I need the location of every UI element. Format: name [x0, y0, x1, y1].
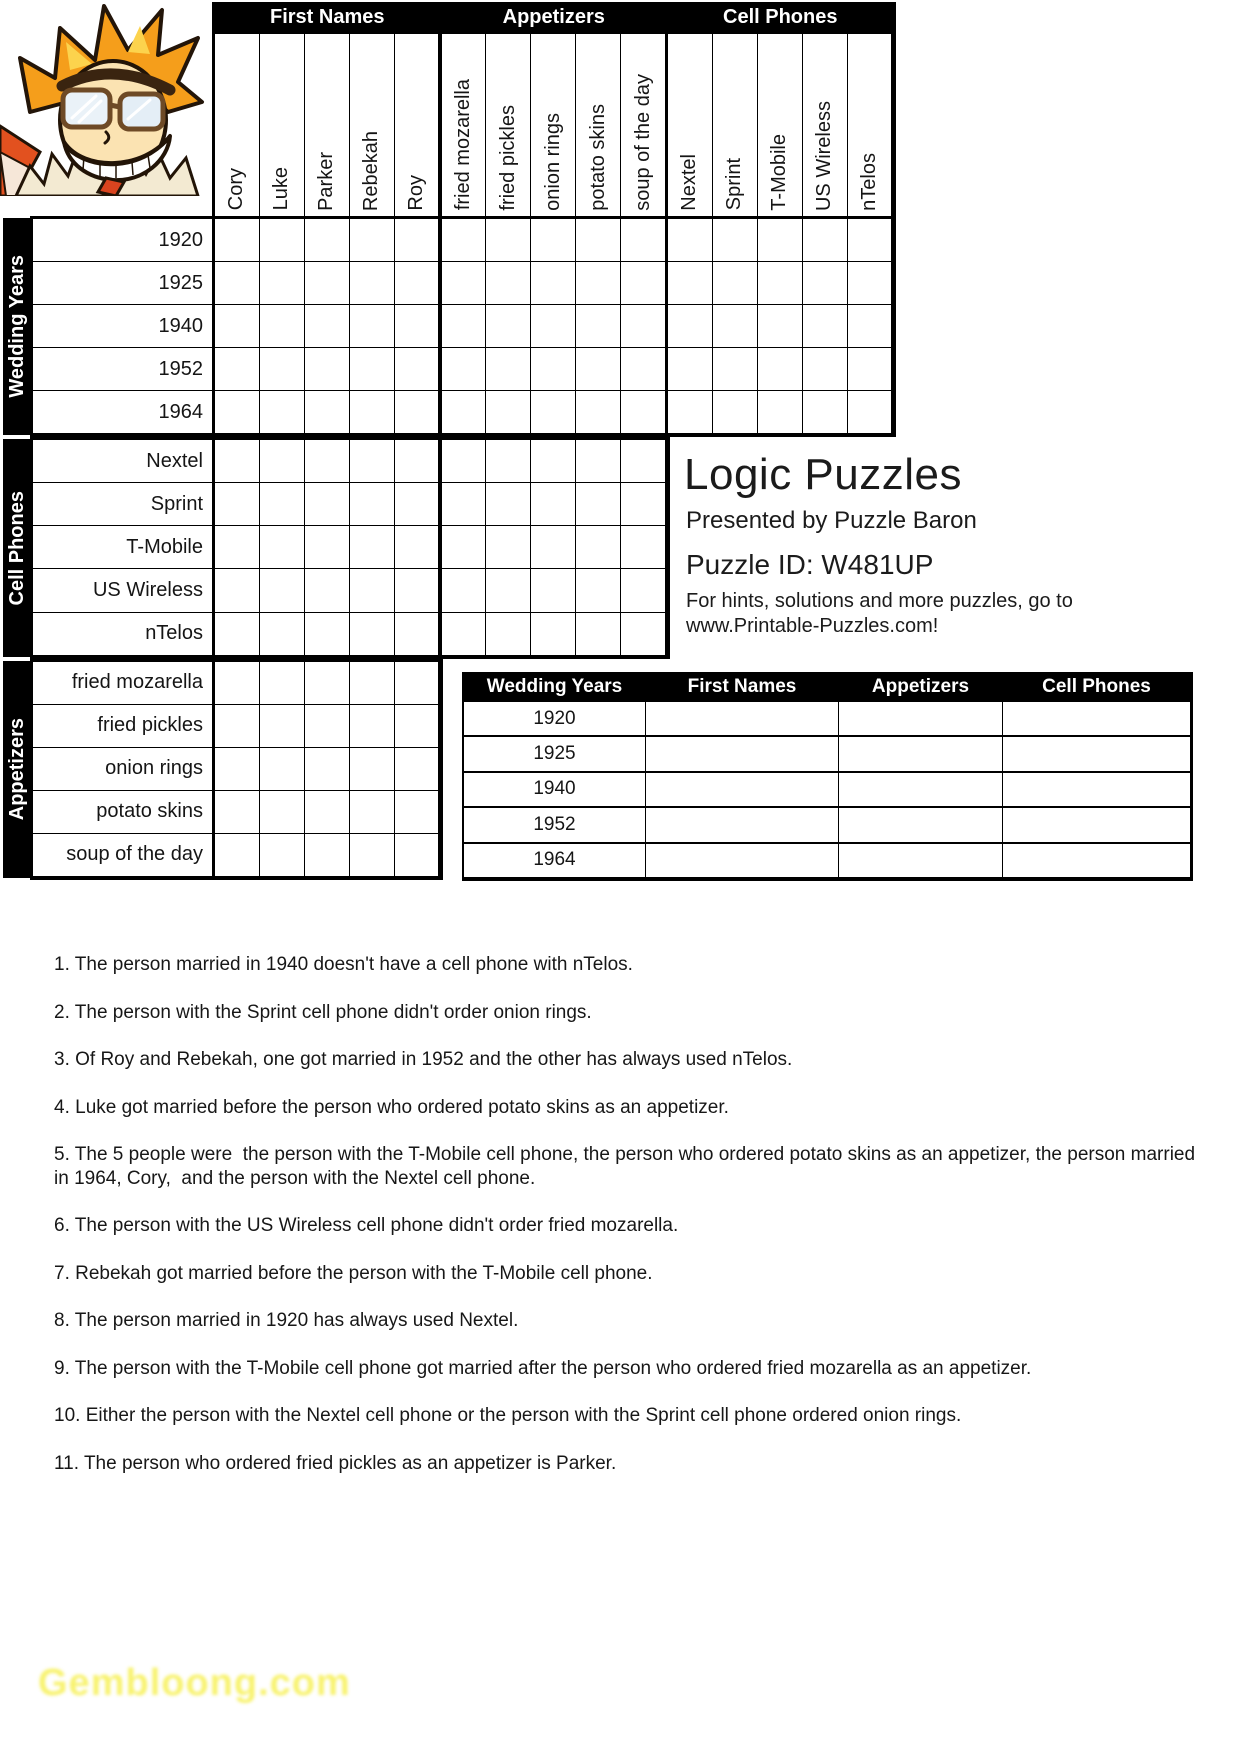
grid-cell[interactable] [848, 391, 892, 433]
answer-year-cell: 1952 [464, 808, 645, 841]
clue-7: 7. Rebekah got married before the person with the T-Mobile cell phone. [54, 1262, 653, 1284]
answer-cell[interactable] [646, 844, 838, 877]
grid-cell[interactable] [486, 440, 530, 482]
column-label-cell [803, 34, 847, 217]
grid-cell[interactable] [758, 262, 802, 304]
grid-cell[interactable] [486, 569, 530, 611]
clue-10: 10. Either the person with the Nextel cell phone or the person with the Sprint cell phone ordered onion rings. [54, 1405, 962, 1426]
grid-cell[interactable] [260, 569, 304, 611]
answer-cell[interactable] [1003, 844, 1190, 877]
grid-cell[interactable] [260, 748, 304, 790]
row-label-cell: 1925 [33, 262, 212, 304]
grid-cell[interactable] [215, 305, 259, 347]
grid-cell[interactable] [621, 348, 665, 390]
grid-cell[interactable] [531, 440, 575, 482]
grid-cell[interactable] [576, 262, 620, 304]
row-label-cell: potato skins [33, 791, 212, 833]
column-label: fried mozarella [451, 79, 474, 211]
grid-cell[interactable] [576, 305, 620, 347]
answer-header-3: Cell Phones [1042, 676, 1151, 697]
column-label: soup of the day [631, 73, 654, 211]
grid-cell[interactable] [215, 440, 259, 482]
clue-11: 11. The person who ordered fried pickles as an appetizer is Parker. [54, 1452, 617, 1474]
hints-line1: For hints, solutions and more puzzles, go to [686, 590, 1073, 612]
clue-1: 1. The person married in 1940 doesn't have a cell phone with nTelos. [54, 954, 633, 975]
grid-cell[interactable] [621, 219, 665, 261]
grid-cell[interactable] [576, 348, 620, 390]
grid-cell[interactable] [668, 348, 712, 390]
grid-cell[interactable] [305, 791, 349, 833]
column-label: T-Mobile [768, 133, 791, 211]
row-label-cell: 1952 [33, 348, 212, 390]
column-label-cell [668, 34, 712, 217]
grid-cell[interactable] [395, 391, 439, 433]
grid-cell[interactable] [395, 613, 439, 655]
grid-cell[interactable] [260, 483, 304, 525]
answer-cell[interactable] [646, 773, 838, 806]
column-label: Nextel [678, 153, 701, 211]
grid-cell[interactable] [668, 391, 712, 433]
row-group-strip-2 [3, 661, 32, 878]
grid-cell[interactable] [576, 613, 620, 655]
row-group-label: Wedding Years [6, 255, 28, 398]
column-label-cell [395, 34, 439, 217]
grid-cell[interactable] [442, 526, 486, 568]
grid-cell[interactable] [350, 262, 394, 304]
grid-cell[interactable] [260, 834, 304, 876]
grid-cell[interactable] [531, 348, 575, 390]
grid-cell[interactable] [215, 262, 259, 304]
grid-cell[interactable] [260, 613, 304, 655]
row-group-label: Cell Phones [6, 490, 28, 606]
row-label-cell: 1964 [33, 391, 212, 433]
grid-cell[interactable] [442, 613, 486, 655]
grid-cell[interactable] [215, 705, 259, 747]
row-label-cell: onion rings [33, 748, 212, 790]
grid-cell[interactable] [621, 526, 665, 568]
column-label-cell [350, 34, 394, 217]
row-label-cell: Sprint [33, 483, 212, 525]
grid-cell[interactable] [305, 526, 349, 568]
grid-cell[interactable] [395, 662, 439, 704]
grid-cell[interactable] [848, 305, 892, 347]
grid-cell[interactable] [215, 748, 259, 790]
column-label-cell [621, 34, 665, 217]
grid-cell[interactable] [758, 305, 802, 347]
grid-cell[interactable] [486, 305, 530, 347]
row-label-cell: Nextel [33, 440, 212, 482]
grid-cell[interactable] [668, 219, 712, 261]
answer-cell[interactable] [646, 702, 838, 735]
row-label-cell: US Wireless [33, 569, 212, 611]
grid-cell[interactable] [803, 262, 847, 304]
answer-cell[interactable] [839, 773, 1002, 806]
grid-cell[interactable] [803, 348, 847, 390]
grid-cell[interactable] [713, 262, 757, 304]
column-label-cell [215, 34, 259, 217]
grid-cell[interactable] [395, 483, 439, 525]
grid-cell[interactable] [713, 219, 757, 261]
row-label-cell: 1940 [33, 305, 212, 347]
grid-cell[interactable] [215, 569, 259, 611]
column-label: Luke [270, 167, 293, 211]
grid-cell[interactable] [486, 219, 530, 261]
answer-cell[interactable] [1003, 773, 1190, 806]
grid-cell[interactable] [395, 262, 439, 304]
grid-cell[interactable] [350, 440, 394, 482]
page-title: Logic Puzzles [684, 450, 962, 499]
grid-cell[interactable] [260, 526, 304, 568]
grid-cell[interactable] [215, 662, 259, 704]
grid-cell[interactable] [350, 748, 394, 790]
column-label: Rebekah [360, 130, 383, 211]
grid-cell[interactable] [305, 305, 349, 347]
grid-cell[interactable] [758, 219, 802, 261]
answer-year-cell: 1940 [464, 773, 645, 806]
grid-cell[interactable] [531, 219, 575, 261]
grid-cell[interactable] [576, 569, 620, 611]
grid-cell[interactable] [260, 348, 304, 390]
grid-cell[interactable] [531, 569, 575, 611]
answer-cell[interactable] [646, 737, 838, 770]
grid-cell[interactable] [486, 526, 530, 568]
grid-cell[interactable] [305, 662, 349, 704]
grid-cell[interactable] [215, 483, 259, 525]
grid-cell[interactable] [486, 613, 530, 655]
grid-cell[interactable] [395, 569, 439, 611]
grid-cell[interactable] [621, 613, 665, 655]
grid-cell[interactable] [305, 440, 349, 482]
grid-cell[interactable] [215, 219, 259, 261]
answer-header-1: First Names [687, 676, 797, 697]
clue-8: 8. The person married in 1920 has always used Nextel. [54, 1310, 519, 1331]
grid-cell[interactable] [803, 391, 847, 433]
grid-cell[interactable] [576, 391, 620, 433]
grid-cell[interactable] [442, 305, 486, 347]
grid-cell[interactable] [260, 705, 304, 747]
watermark: Gembloong.com [38, 1662, 351, 1704]
grid-cell[interactable] [395, 219, 439, 261]
answer-cell[interactable] [1003, 702, 1190, 735]
grid-cell[interactable] [260, 440, 304, 482]
presented-by: Presented by Puzzle Baron [686, 507, 977, 534]
grid-cell[interactable] [260, 391, 304, 433]
answer-cell[interactable] [1003, 808, 1190, 841]
grid-cell[interactable] [531, 391, 575, 433]
grid-cell[interactable] [350, 613, 394, 655]
grid-cell[interactable] [442, 391, 486, 433]
grid-cell[interactable] [621, 305, 665, 347]
grid-cell[interactable] [350, 834, 394, 876]
column-label: Cory [225, 168, 248, 211]
row-label-cell: fried mozarella [33, 662, 212, 704]
grid-cell[interactable] [576, 483, 620, 525]
mascot-image [0, 0, 215, 196]
column-label-cell [576, 34, 620, 217]
answer-year-cell: 1920 [464, 702, 645, 735]
clue-6: 6. The person with the US Wireless cell phone didn't order fried mozarella. [54, 1215, 679, 1236]
mascot-svg [0, 0, 215, 196]
grid-cell[interactable] [305, 748, 349, 790]
column-label-cell [486, 34, 530, 217]
grid-cell[interactable] [350, 483, 394, 525]
column-label-cell [531, 34, 575, 217]
column-label-cell [713, 34, 757, 217]
grid-cell[interactable] [350, 662, 394, 704]
clue-3: 3. Of Roy and Rebekah, one got married in 1952 and the other has always used nTelos. [54, 1049, 793, 1070]
grid-cell[interactable] [215, 834, 259, 876]
column-label-cell [442, 34, 486, 217]
grid-cell[interactable] [305, 262, 349, 304]
grid-cell[interactable] [531, 483, 575, 525]
grid-cell[interactable] [260, 662, 304, 704]
grid-cell[interactable] [305, 569, 349, 611]
grid-cell[interactable] [758, 391, 802, 433]
grid-cell[interactable] [305, 705, 349, 747]
colgroup-header-2: Cell Phones [723, 6, 838, 28]
answer-cell[interactable] [1003, 737, 1190, 770]
grid-cell[interactable] [668, 305, 712, 347]
grid-cell[interactable] [442, 569, 486, 611]
grid-cell[interactable] [531, 526, 575, 568]
grid-cell[interactable] [260, 791, 304, 833]
grid-cell[interactable] [803, 305, 847, 347]
column-label-cell [305, 34, 349, 217]
column-label: nTelos [858, 152, 881, 211]
grid-cell[interactable] [395, 705, 439, 747]
grid-cell[interactable] [215, 526, 259, 568]
grid-cell[interactable] [395, 748, 439, 790]
column-label: potato skins [586, 103, 609, 211]
grid-cell[interactable] [713, 391, 757, 433]
row-group-label: Appetizers [6, 718, 28, 821]
hints-text [686, 589, 1106, 639]
grid-cell[interactable] [442, 262, 486, 304]
grid-cell[interactable] [395, 791, 439, 833]
hints-line2: www.Printable-Puzzles.com! [686, 615, 939, 637]
grid-cell[interactable] [621, 483, 665, 525]
answer-header-2: Appetizers [871, 676, 970, 697]
column-label-cell [848, 34, 892, 217]
grid-cell[interactable] [350, 569, 394, 611]
clue-2: 2. The person with the Sprint cell phone didn't order onion rings. [54, 1001, 592, 1023]
grid-cell[interactable] [305, 483, 349, 525]
grid-cell[interactable] [621, 440, 665, 482]
grid-cell[interactable] [215, 348, 259, 390]
clue-4: 4. Luke got married before the person who ordered potato skins as an appetizer. [54, 1096, 729, 1118]
grid-cell[interactable] [442, 440, 486, 482]
row-label-cell: fried pickles [33, 705, 212, 747]
grid-cell[interactable] [576, 526, 620, 568]
answer-cell[interactable] [839, 808, 1002, 841]
row-group-strip-0 [3, 218, 32, 435]
grid-cell[interactable] [395, 440, 439, 482]
clue-9: 9. The person with the T-Mobile cell phone got married after the person who ordered fried mozarella as an appetizer. [54, 1357, 1032, 1379]
grid-cell[interactable] [305, 391, 349, 433]
row-group-strip-1 [3, 439, 32, 656]
row-label-cell: 1920 [33, 219, 212, 261]
grid-cell[interactable] [621, 569, 665, 611]
column-label: US Wireless [813, 100, 836, 211]
grid-cell[interactable] [713, 348, 757, 390]
answer-header-0: Wedding Years [486, 676, 623, 697]
grid-cell[interactable] [350, 219, 394, 261]
grid-cell[interactable] [305, 348, 349, 390]
column-label: Parker [315, 151, 338, 211]
answer-year-cell: 1925 [464, 737, 645, 770]
grid-cell[interactable] [848, 219, 892, 261]
grid-cell[interactable] [531, 262, 575, 304]
grid-cell[interactable] [260, 219, 304, 261]
grid-cell[interactable] [486, 483, 530, 525]
grid-cell[interactable] [350, 305, 394, 347]
column-label-cell [260, 34, 304, 217]
column-label: Sprint [723, 158, 746, 211]
clue-5: 5. The 5 people were the person with the T-Mobile cell phone, the person who ordered potato skins as an appetizer, the person married in 1964, Cory, and the person with the Nextel cell phone. [54, 1144, 1201, 1189]
grid-cell[interactable] [215, 391, 259, 433]
grid-cell[interactable] [668, 262, 712, 304]
grid-cell[interactable] [350, 391, 394, 433]
grid-cell[interactable] [260, 305, 304, 347]
grid-cell[interactable] [442, 483, 486, 525]
answer-cell[interactable] [839, 737, 1002, 770]
grid-cell[interactable] [395, 348, 439, 390]
answer-cell[interactable] [646, 808, 838, 841]
column-label: fried pickles [496, 104, 519, 211]
row-label-cell: soup of the day [33, 834, 212, 876]
grid-cell[interactable] [442, 219, 486, 261]
grid-cell[interactable] [350, 791, 394, 833]
grid-cell[interactable] [305, 834, 349, 876]
grid-cell[interactable] [848, 348, 892, 390]
grid-cell[interactable] [621, 391, 665, 433]
grid-cell[interactable] [486, 348, 530, 390]
grid-cell[interactable] [848, 262, 892, 304]
answer-cell[interactable] [839, 702, 1002, 735]
grid-cell[interactable] [531, 305, 575, 347]
column-label: onion rings [541, 112, 564, 211]
answer-year-cell: 1964 [464, 844, 645, 877]
colgroup-header-0: First Names [270, 6, 385, 28]
grid-cell[interactable] [442, 348, 486, 390]
answer-cell[interactable] [839, 844, 1002, 877]
grid-cell[interactable] [395, 305, 439, 347]
grid-cell[interactable] [803, 219, 847, 261]
grid-cell[interactable] [713, 305, 757, 347]
clues-list [54, 953, 1201, 1499]
grid-cell[interactable] [350, 705, 394, 747]
grid-cell[interactable] [395, 834, 439, 876]
grid-cell[interactable] [486, 262, 530, 304]
grid-cell[interactable] [305, 613, 349, 655]
colgroup-header-1: Appetizers [502, 6, 605, 28]
column-label: Roy [405, 175, 428, 211]
row-label-cell: nTelos [33, 613, 212, 655]
grid-cell[interactable] [576, 219, 620, 261]
grid-cell[interactable] [350, 348, 394, 390]
puzzle-id: Puzzle ID: W481UP [686, 549, 934, 580]
grid-cell[interactable] [350, 526, 394, 568]
grid-cell[interactable] [621, 262, 665, 304]
grid-cell[interactable] [260, 262, 304, 304]
column-label-cell [758, 34, 802, 217]
grid-cell[interactable] [215, 791, 259, 833]
grid-cell[interactable] [305, 219, 349, 261]
grid-cell[interactable] [395, 526, 439, 568]
row-label-cell: T-Mobile [33, 526, 212, 568]
grid-cell[interactable] [758, 348, 802, 390]
grid-cell[interactable] [576, 440, 620, 482]
grid-cell[interactable] [215, 613, 259, 655]
grid-cell[interactable] [486, 391, 530, 433]
grid-cell[interactable] [531, 613, 575, 655]
